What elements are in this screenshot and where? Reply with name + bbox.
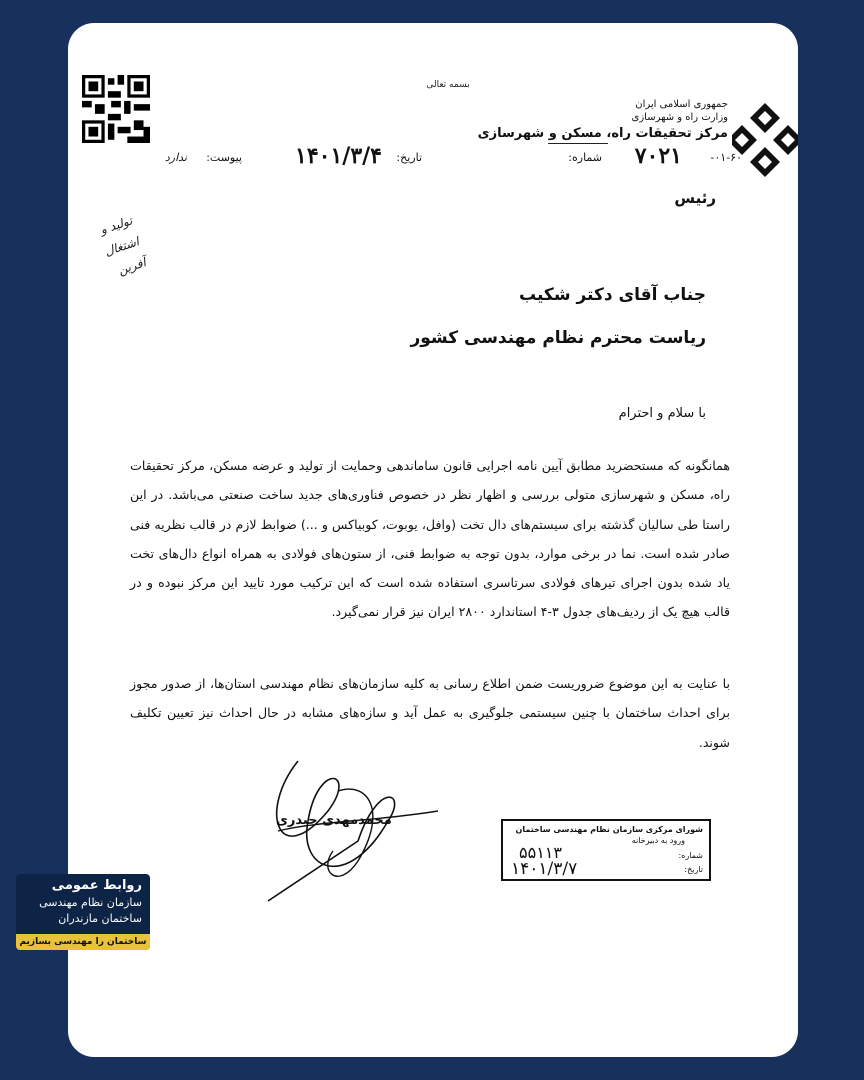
basmala: بسمه تعالی	[426, 80, 470, 90]
date-value: ۱۴۰۱/۳/۴	[295, 143, 382, 169]
badge-title: روابط عمومی	[51, 878, 142, 893]
signature	[238, 751, 438, 911]
sender-title: رئیس	[674, 189, 716, 207]
number-label: شماره:	[568, 151, 602, 164]
stamp-date-value: ۱۴۰۱/۳/۷	[511, 859, 578, 879]
stamp-date-label: تاریخ:	[684, 865, 703, 874]
organization-header	[478, 99, 728, 141]
badge-slogan: ساختمان را مهندسی بسازیم	[16, 934, 150, 950]
org-line-ministry: وزارت راه و شهرسازی	[631, 112, 728, 123]
qr-code	[82, 75, 150, 143]
number-prefix: ۰۱-۶۰-	[710, 151, 742, 164]
letter-page	[68, 23, 798, 1057]
date-label: تاریخ:	[396, 151, 422, 164]
recipient-name: جناب آقای دکتر شکیب	[519, 285, 706, 305]
salutation: با سلام و احترام	[618, 406, 706, 421]
recipient-title: ریاست محترم نظام مهندسی کشور	[410, 328, 706, 348]
org-line-center: مرکز تحقیقات راه، مسکن و شهرسازی	[477, 126, 728, 141]
letter-body: همانگونه که مستحضرید مطابق آیین نامه اجرایی قانون ساماندهی وحمایت از تولید و عرضه مسکن، مرکز تحقیقات راه، مسکن و شهرسازی متولی بررسی و اظهار نظر در خصوص فناوری‌های جدید ساخت صنعتی می‌باشد. در این راستا طی سالیان گذشته برای سیستم‌های دال تخت (وافل، یوبوت، کوبیاکس و ...) ضوابط لازم در قالب نظریه فنی صادر شده است. نما در برخی موارد، بدون توجه به ضوابط فنی، از ستون‌های فولادی به همراه انواع دال‌های تخت یاد شده بدون اجرای تیرهای فولادی سرتاسری استفاده شده است که این ترکیب مورد تایید این مرکز نبوده و در قالب هیچ یک از ردیف‌های جدول ۳-۴ استاندارد ۲۸۰۰ ایران نیز قرار نمی‌گیرد.	[130, 458, 730, 620]
badge-line-org: سازمان نظام مهندسی	[39, 896, 142, 909]
stamp-number-label: شماره:	[678, 851, 703, 860]
signer-name: محمدمهدی حیدری	[276, 813, 392, 828]
attachment-value: ندارد	[164, 151, 187, 164]
stamp-entry: ورود به دبیرخانه	[631, 836, 685, 845]
receipt-stamp	[501, 819, 711, 881]
stamp-organization: شورای مرکزی سازمان نظام مهندسی ساختمان	[515, 825, 703, 834]
public-relations-badge	[16, 874, 150, 950]
number-value: ۷۰۲۱	[634, 143, 682, 169]
org-line-country: جمهوری اسلامی ایران	[635, 99, 728, 110]
badge-line-province: ساختمان مازندران	[58, 912, 142, 925]
stamp-number-value: ۵۵۱۱۳	[519, 843, 562, 862]
handwritten-margin-note: تولید و اشتغال آفرین	[98, 213, 148, 278]
organization-logo	[732, 99, 798, 189]
letter-closing: با عنایت به این موضوع ضروریست ضمن اطلاع رسانی به کلیه سازمان‌های نظام مهندسی استان‌ها، از صدور مجوز برای احداث ساختمان با چنین سیستمی جلوگیری به عمل آید و سازه‌های مشابه در حال احداث نیز تعیین تکلیف شوند.	[130, 676, 730, 750]
header-divider	[548, 143, 608, 144]
letter-metadata	[82, 143, 742, 175]
attachment-label: پیوست:	[206, 151, 242, 164]
